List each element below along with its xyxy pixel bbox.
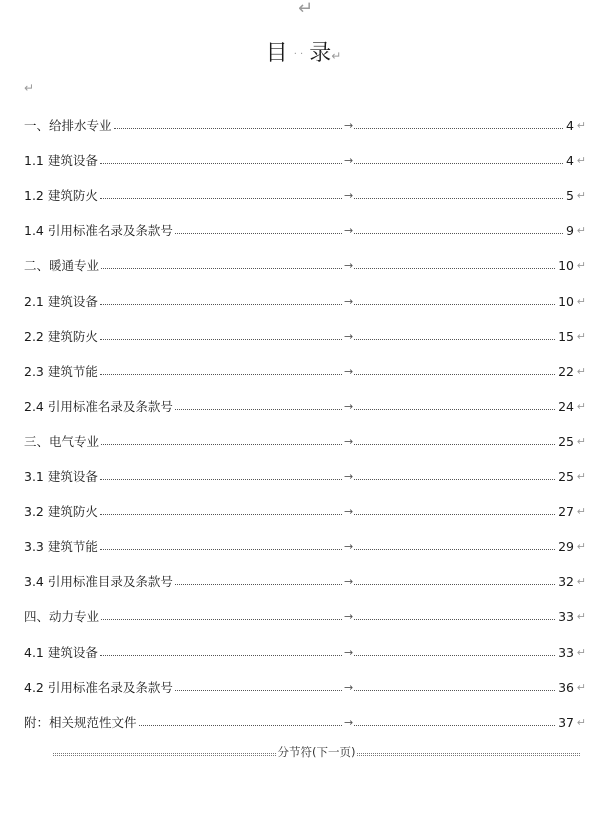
toc-leader-dots [354,690,555,691]
toc-leader-dots [139,725,342,726]
paragraph-mark: ↵ [576,154,586,167]
paragraph-mark: ↵ [331,49,342,63]
paragraph-mark: ↵ [576,189,586,202]
toc-entry-page: 15 [558,329,574,344]
paragraph-mark: ↵ [576,259,586,272]
toc-leader-dots [100,549,342,550]
paragraph-mark: ↵ [576,575,586,588]
tab-mark: → [344,365,354,378]
toc-entry-page: 29 [558,539,574,554]
toc-leader-dots [354,514,555,515]
toc-entry-label: 附：相关规范性文件 [24,715,137,730]
toc-entry-page: 9 [566,223,574,238]
toc-entry[interactable] [24,503,586,521]
toc-leader-dots [114,128,342,129]
toc-entry[interactable] [24,222,586,240]
paragraph-mark: ↵ [576,295,586,308]
toc-entry-label: 3.4 引用标准目录及条款号 [24,574,173,589]
toc-leader-dots [175,584,342,585]
toc-entry-label: 2.4 引用标准名录及条款号 [24,399,173,414]
toc-entry-page: 24 [558,399,574,414]
toc-leader-dots [354,339,555,340]
toc-entry-page: 27 [558,504,574,519]
toc-entry-page: 33 [558,609,574,624]
toc-leader-dots [100,374,342,375]
toc-entry-page: 22 [558,364,574,379]
tab-mark: → [344,470,354,483]
toc-leader-dots [354,198,563,199]
toc-entry[interactable] [24,257,586,275]
toc-entry-label: 2.1 建筑设备 [24,294,98,309]
toc-entry[interactable] [24,679,586,697]
empty-paragraph-mark: ↵ [24,81,35,95]
tab-mark: → [344,646,354,659]
toc-leader-dots [100,514,342,515]
toc-leader-dots [354,549,555,550]
paragraph-mark: ↵ [576,681,586,694]
toc-entry[interactable] [24,644,586,662]
toc-entry-page: 10 [558,258,574,273]
paragraph-mark: ↵ [576,505,586,518]
toc-leader-dots [100,479,342,480]
toc-entry[interactable] [24,117,586,135]
tab-mark: → [344,154,354,167]
tab-mark: → [344,119,354,132]
toc-leader-dots [354,725,555,726]
top-paragraph-mark: ↵ [298,0,314,19]
tab-mark: → [344,681,354,694]
toc-entry[interactable] [24,468,586,486]
paragraph-mark: ↵ [576,646,586,659]
toc-entry-label: 3.3 建筑节能 [24,539,98,554]
tab-mark: → [344,224,354,237]
toc-entry-page: 25 [558,469,574,484]
toc-entry-label: 1.2 建筑防火 [24,188,98,203]
toc-entry-label: 3.2 建筑防火 [24,504,98,519]
paragraph-mark: ↵ [576,716,586,729]
toc-leader-dots [175,233,342,234]
toc-entry-page: 36 [558,680,574,695]
toc-entry-label: 2.2 建筑防火 [24,329,98,344]
toc-leader-dots [101,444,342,445]
toc-leader-dots [354,163,563,164]
tab-mark: → [344,505,354,518]
toc-leader-dots [101,268,342,269]
toc-leader-dots [354,444,555,445]
section-break [53,745,580,759]
tab-mark: → [344,400,354,413]
tab-mark: → [344,295,354,308]
toc-leader-dots [175,690,342,691]
toc-title [0,36,607,67]
toc-leader-dots [354,619,555,620]
tab-mark: → [344,330,354,343]
toc-entry-label: 四、动力专业 [24,609,100,624]
paragraph-mark: ↵ [576,330,586,343]
toc-entry[interactable] [24,363,586,381]
paragraph-mark: ↵ [576,610,586,623]
toc-leader-dots [100,198,342,199]
title-char-right: 录 [309,41,332,66]
toc-leader-dots [354,409,555,410]
toc-leader-dots [100,339,342,340]
toc-entry[interactable] [24,573,586,591]
toc-entry-page: 37 [558,715,574,730]
toc-entry[interactable] [24,714,586,732]
toc-entry[interactable] [24,398,586,416]
toc-leader-dots [354,304,555,305]
paragraph-mark: ↵ [576,435,586,448]
toc-leader-dots [100,163,342,164]
tab-mark: → [344,189,354,202]
toc-leader-dots [354,655,555,656]
toc-entry[interactable] [24,608,586,626]
toc-entry-label: 二、暖通专业 [24,258,100,273]
toc-entry-label: 三、电气专业 [24,434,100,449]
toc-entry-label: 2.3 建筑节能 [24,364,98,379]
toc-entry[interactable] [24,328,586,346]
toc-leader-dots [354,268,555,269]
toc-entry-label: 3.1 建筑设备 [24,469,98,484]
toc-entry-label: 4.1 建筑设备 [24,645,98,660]
toc-entry-label: 1.4 引用标准名录及条款号 [24,223,173,238]
tab-mark: → [344,575,354,588]
paragraph-mark: ↵ [576,119,586,132]
toc-entry-label: 4.2 引用标准名录及条款号 [24,680,173,695]
toc-entry-label: 1.1 建筑设备 [24,153,98,168]
paragraph-mark: ↵ [576,470,586,483]
tab-mark: → [344,259,354,272]
toc-leader-dots [101,619,342,620]
toc-leader-dots [354,584,555,585]
toc-leader-dots [175,409,342,410]
toc-entry[interactable] [24,538,586,556]
section-break-label: 分节符(下一页) [277,745,356,759]
toc-leader-dots [354,128,563,129]
tab-mark: → [344,435,354,448]
toc-leader-dots [100,655,342,656]
toc-entry-page: 4 [566,153,574,168]
toc-entry[interactable] [24,293,586,311]
toc-entry-page: 33 [558,645,574,660]
toc-entry[interactable] [24,152,586,170]
toc-leader-dots [354,233,563,234]
toc-entry-page: 5 [566,188,574,203]
title-space-dots: · · [293,48,304,60]
tab-mark: → [344,716,354,729]
title-char-left: 目 [265,41,288,66]
paragraph-mark: ↵ [576,540,586,553]
toc-entry[interactable] [24,433,586,451]
toc-leader-dots [354,479,555,480]
toc-entry[interactable] [24,187,586,205]
toc-entry-page: 25 [558,434,574,449]
toc-entry-page: 10 [558,294,574,309]
toc-entry-page: 4 [566,118,574,133]
tab-mark: → [344,540,354,553]
paragraph-mark: ↵ [576,400,586,413]
toc-entry-label: 一、给排水专业 [24,118,112,133]
toc-leader-dots [354,374,555,375]
paragraph-mark: ↵ [576,224,586,237]
toc-leader-dots [100,304,342,305]
paragraph-mark: ↵ [576,365,586,378]
toc-entry-page: 32 [558,574,574,589]
tab-mark: → [344,610,354,623]
